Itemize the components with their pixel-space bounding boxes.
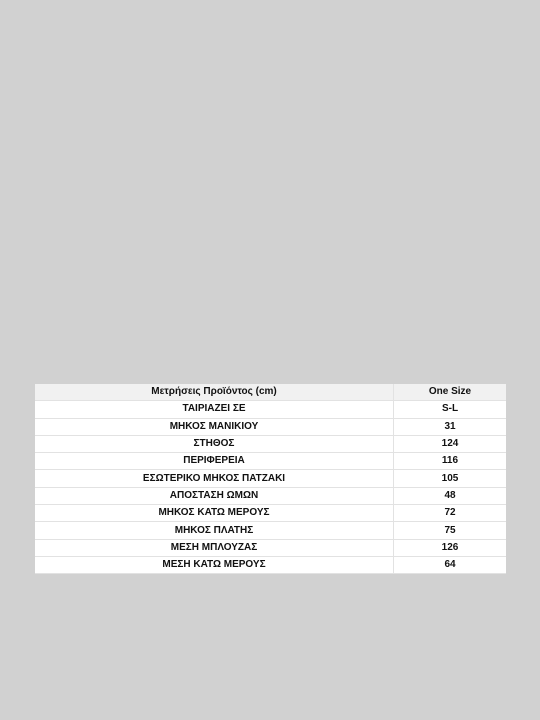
table-row <box>35 487 506 504</box>
table-row <box>35 556 506 573</box>
row-value: 48 <box>394 487 507 504</box>
row-value: 75 <box>394 522 507 539</box>
row-value: 124 <box>394 435 507 452</box>
row-label: ΤΑΙΡΙΑΖΕΙ ΣΕ <box>35 401 394 418</box>
row-label: ΣΤΗΘΟΣ <box>35 435 394 452</box>
row-label: ΜΗΚΟΣ ΜΑΝΙΚΙΟΥ <box>35 418 394 435</box>
row-value: 105 <box>394 470 507 487</box>
row-value: 64 <box>394 556 507 573</box>
table-row <box>35 470 506 487</box>
row-label: ΜΕΣΗ ΚΑΤΩ ΜΕΡΟΥΣ <box>35 556 394 573</box>
table-row <box>35 418 506 435</box>
column-header-measurement: Μετρήσεις Προϊόντος (cm) <box>35 384 394 401</box>
row-value: 126 <box>394 539 507 556</box>
table-row <box>35 435 506 452</box>
size-measurements-table <box>35 384 506 574</box>
row-label: ΕΣΩΤΕΡΙΚΟ ΜΗΚΟΣ ΠΑΤΖΑΚΙ <box>35 470 394 487</box>
row-value: 72 <box>394 505 507 522</box>
row-label: ΜΗΚΟΣ ΠΛΑΤΗΣ <box>35 522 394 539</box>
row-label: ΠΕΡΙΦΕΡΕΙΑ <box>35 453 394 470</box>
table-header-row <box>35 384 506 401</box>
table-row <box>35 505 506 522</box>
column-header-size: One Size <box>394 384 507 401</box>
row-value: S-L <box>394 401 507 418</box>
row-value: 31 <box>394 418 507 435</box>
row-value: 116 <box>394 453 507 470</box>
table-row <box>35 453 506 470</box>
table-row <box>35 401 506 418</box>
row-label: ΑΠΟΣΤΑΣΗ ΩΜΩΝ <box>35 487 394 504</box>
table-row <box>35 539 506 556</box>
row-label: ΜΗΚΟΣ ΚΑΤΩ ΜΕΡΟΥΣ <box>35 505 394 522</box>
row-label: ΜΕΣΗ ΜΠΛΟΥΖΑΣ <box>35 539 394 556</box>
table-row <box>35 522 506 539</box>
